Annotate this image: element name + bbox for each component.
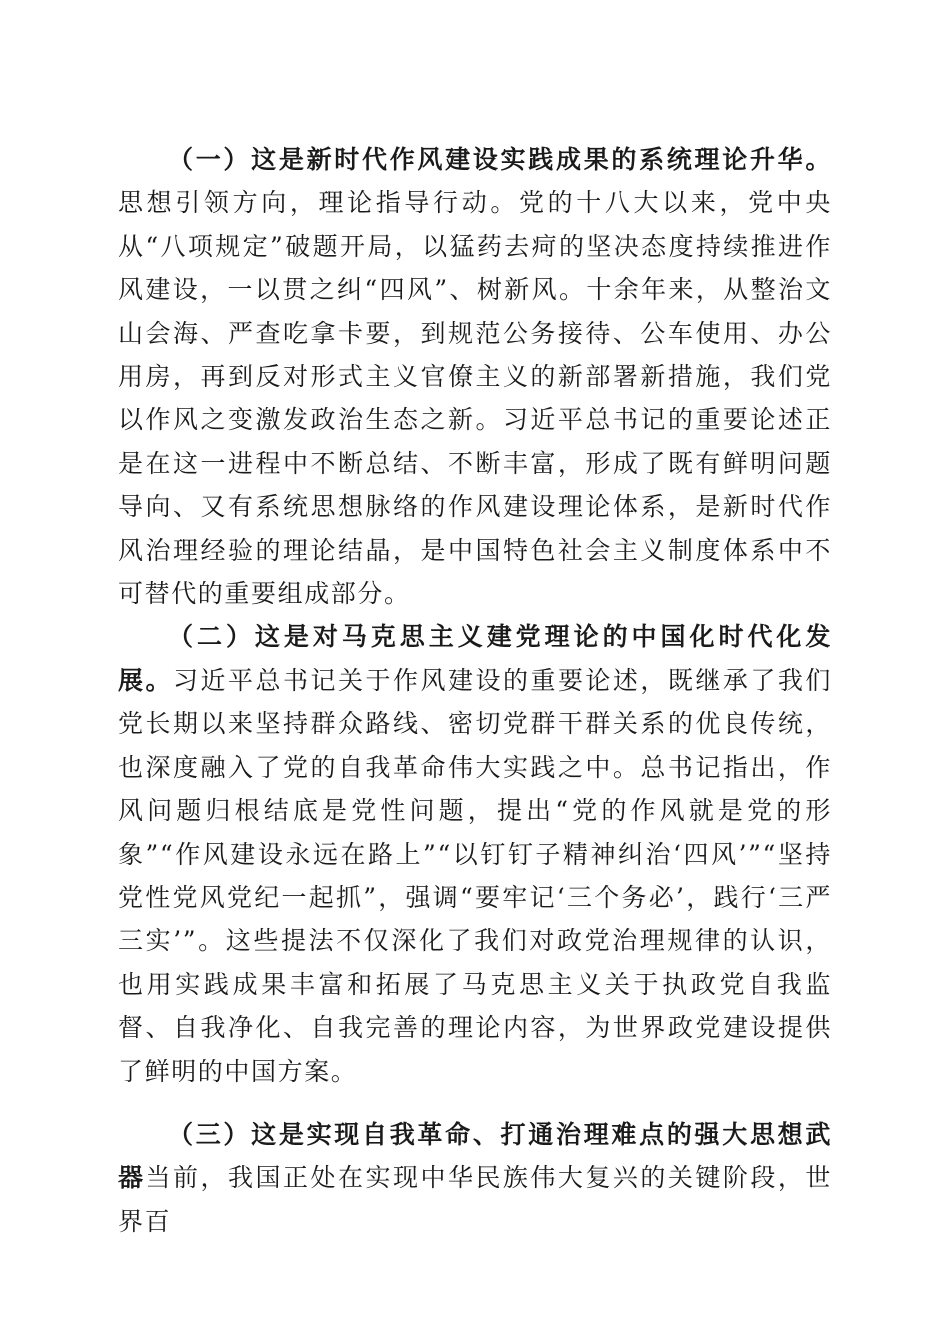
paragraph-1-body: 思想引领方向，理论指导行动。党的十八大以来，党中央从“八项规定”破题开局，以猛药去疴的坚决态度持续推进作风建设，一以贯之纠“四风”、树新风。十余年来，从整治文山会海、严查吃拿卡要，到规范公务接待、公车使用、办公用房，再到反对形式主义官僚主义的新部署新措施，我们党以作风之变激发政治生态之新。习近平总书记的重要论述正是在这一进程中不断总结、不断丰富，形成了既有鲜明问题导向、又有系统思想脉络的作风建设理论体系，是新时代作风治理经验的理论结晶，是中国特色社会主义制度体系中不可替代的重要组成部分。 xyxy=(118,188,832,609)
paragraph-1-heading: （一）这是新时代作风建设实践成果的系统理论升华。 xyxy=(168,145,832,174)
paragraph-3-heading: （三）这是实现自我革命、打通治理难点的强大思想武器 xyxy=(118,1119,832,1193)
paragraph-3-body: 当前，我国正处在实现中华民族伟大复兴的关键阶段，世界百 xyxy=(118,1163,832,1236)
paragraph-spacer xyxy=(118,1093,832,1113)
paragraph-1 xyxy=(118,138,832,615)
document-page xyxy=(118,138,832,1243)
paragraph-2-body: 习近平总书记关于作风建设的重要论述，既继承了我们党长期以来坚持群众路线、密切党群干群关系的优良传统，也深度融入了党的自我革命伟大实践之中。总书记指出，作风问题归根结底是党性问题，提出“党的作风就是党的形象”“作风建设永远在路上”“以钉钉子精神纠治‘四风’”“坚持党性党风党纪一起抓”，强调“要牢记‘三个务必’，践行‘三严三实’”。这些提法不仅深化了我们对政党治理规律的认识，也用实践成果丰富和拓展了马克思主义关于执政党自我监督、自我净化、自我完善的理论内容，为世界政党建设提供了鲜明的中国方案。 xyxy=(118,665,833,1086)
paragraph-2 xyxy=(118,615,832,1092)
paragraph-3 xyxy=(118,1113,832,1243)
paragraph-2-heading: （二）这是对马克思主义建党理论的中国化时代化发展。 xyxy=(118,622,832,695)
